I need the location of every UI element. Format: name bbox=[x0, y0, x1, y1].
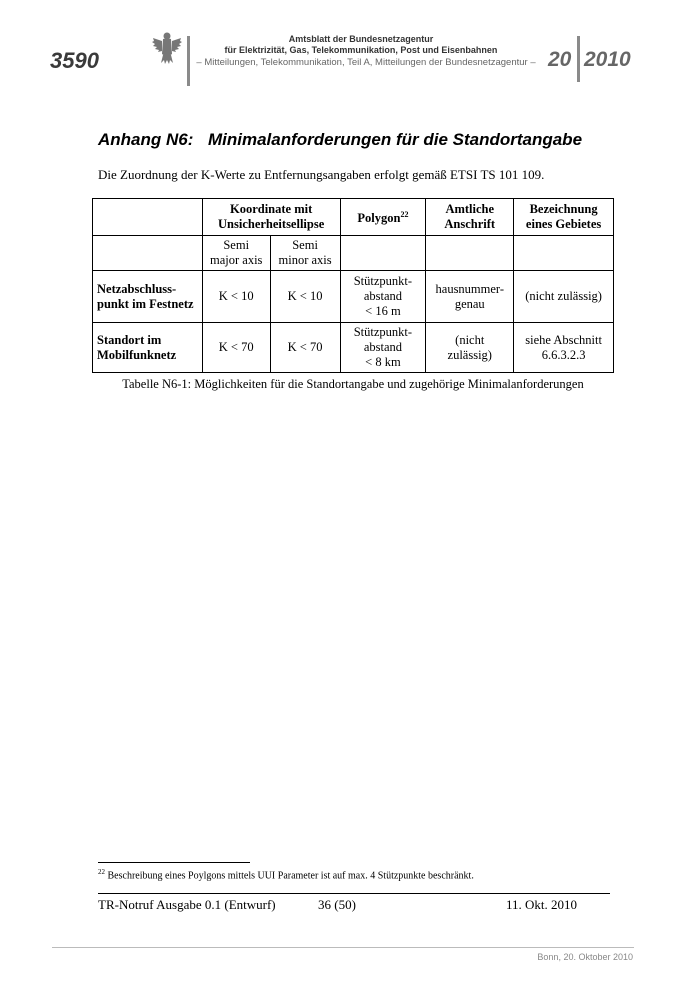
cell-area-line2: 6.6.3.2.3 bbox=[541, 347, 586, 362]
row-label bbox=[93, 323, 203, 373]
federal-eagle-icon bbox=[152, 30, 182, 68]
cell-address-line1: hausnummer- bbox=[435, 281, 504, 296]
cell-polygon bbox=[340, 323, 426, 373]
header-polygon-label: Polygon bbox=[357, 211, 401, 226]
bottom-rule bbox=[52, 947, 634, 948]
subheader-semi-minor bbox=[270, 236, 340, 271]
footnote-text: Beschreibung eines Poylgons mittels UUI Parameter ist auf max. 4 Stützpunkte beschränkt. bbox=[107, 870, 474, 882]
cell-polygon bbox=[340, 271, 426, 323]
row-label-line1: Standort im bbox=[97, 332, 162, 347]
subheader-semi-minor-line2: minor axis bbox=[278, 253, 332, 267]
cell-area bbox=[514, 271, 614, 323]
row-label-line1: Netzabschluss- bbox=[97, 281, 177, 296]
cell-address-line2: zulässig) bbox=[447, 347, 492, 362]
cell-polygon-line1: Stützpunkt- bbox=[353, 274, 413, 288]
cell-polygon-line1: Stützpunkt- bbox=[353, 325, 413, 339]
subheader-semi-major-line2: major axis bbox=[209, 253, 263, 267]
cell-polygon-line3: < 8 km bbox=[365, 355, 401, 369]
header-area-line2: eines Gebietes bbox=[525, 217, 602, 231]
header-area bbox=[514, 199, 614, 236]
document-date: 11. Okt. 2010 bbox=[506, 897, 578, 912]
header-area-line1: Bezeichnung bbox=[529, 202, 598, 216]
table-header-row bbox=[93, 199, 614, 236]
cell-semi-major: K < 10 bbox=[202, 271, 270, 323]
row-label-line2: punkt im Festnetz bbox=[97, 296, 194, 311]
cell-semi-minor: K < 70 bbox=[270, 323, 340, 373]
empty-cell bbox=[93, 236, 203, 271]
bulletin-subtitle: – Mitteilungen, Telekommunikation, Teil A, Mitteilungen der Bundesnetzagentur – bbox=[196, 57, 536, 68]
header-divider bbox=[187, 36, 190, 86]
cell-address bbox=[426, 271, 514, 323]
header-address bbox=[426, 199, 514, 236]
cell-area-line1: (nicht zulässig) bbox=[525, 289, 602, 303]
empty-cell bbox=[426, 236, 514, 271]
header-coordinate-line2: Unsicherheitsellipse bbox=[218, 217, 325, 231]
footer-rule bbox=[98, 893, 610, 894]
header-coordinate-line1: Koordinate mit bbox=[229, 202, 313, 216]
cell-address-line1: (nicht bbox=[455, 332, 485, 347]
footnote bbox=[98, 868, 474, 881]
cell-semi-major: K < 70 bbox=[202, 323, 270, 373]
header-address-line2: Anschrift bbox=[444, 217, 496, 231]
footnote-separator bbox=[98, 862, 250, 863]
publication-date: Bonn, 20. Oktober 2010 bbox=[537, 952, 633, 962]
cell-polygon-line3: < 16 m bbox=[365, 304, 401, 318]
document-page-number: 36 (50) bbox=[318, 897, 356, 912]
subheader-semi-major-line1: Semi bbox=[223, 238, 250, 252]
page-number: 3590 bbox=[50, 48, 99, 73]
annex-title: Minimalanforderungen für die Standortangabe bbox=[208, 130, 583, 149]
footnote-number: 22 bbox=[98, 868, 105, 876]
bulletin-title-line2: für Elektrizität, Gas, Telekommunikation, Post und Eisenbahnen bbox=[224, 45, 498, 55]
table-subheader-row bbox=[93, 236, 614, 271]
cell-semi-minor: K < 10 bbox=[270, 271, 340, 323]
subheader-semi-minor-line1: Semi bbox=[292, 238, 318, 252]
cell-area bbox=[514, 323, 614, 373]
header-address-line1: Amtliche bbox=[445, 202, 495, 216]
table-row bbox=[93, 323, 614, 373]
cell-area-line1: siehe Abschnitt bbox=[525, 332, 602, 347]
table-row bbox=[93, 271, 614, 323]
header-coordinate bbox=[202, 199, 340, 236]
subheader-semi-major bbox=[202, 236, 270, 271]
bulletin-title-line1: Amtsblatt der Bundesnetzagentur bbox=[288, 34, 434, 44]
intro-paragraph: Die Zuordnung der K-Werte zu Entfernungsangaben erfolgt gemäß ETSI TS 101 109. bbox=[98, 167, 545, 182]
cell-address-line2: genau bbox=[454, 296, 485, 311]
table-caption: Tabelle N6-1: Möglichkeiten für die Standortangabe und zugehörige Minimalanforderungen bbox=[122, 377, 584, 391]
issue-number: 20 bbox=[548, 48, 572, 71]
document-title: TR-Notruf Ausgabe 0.1 (Entwurf) bbox=[98, 897, 276, 912]
cell-address bbox=[426, 323, 514, 373]
cell-polygon-line2: abstand bbox=[363, 289, 402, 303]
row-label bbox=[93, 271, 203, 323]
issue-year: 2010 bbox=[584, 48, 631, 71]
empty-cell bbox=[340, 236, 426, 271]
requirements-table bbox=[92, 198, 614, 373]
footnote-reference: 22 bbox=[400, 210, 409, 220]
header-polygon bbox=[340, 199, 426, 236]
annex-label: Anhang N6: bbox=[98, 130, 194, 149]
row-label-line2: Mobilfunknetz bbox=[97, 347, 177, 362]
empty-cell bbox=[514, 236, 614, 271]
bulletin-title bbox=[196, 34, 526, 56]
empty-header-cell bbox=[93, 199, 203, 236]
issue-divider bbox=[577, 36, 580, 82]
cell-polygon-line2: abstand bbox=[363, 340, 402, 354]
